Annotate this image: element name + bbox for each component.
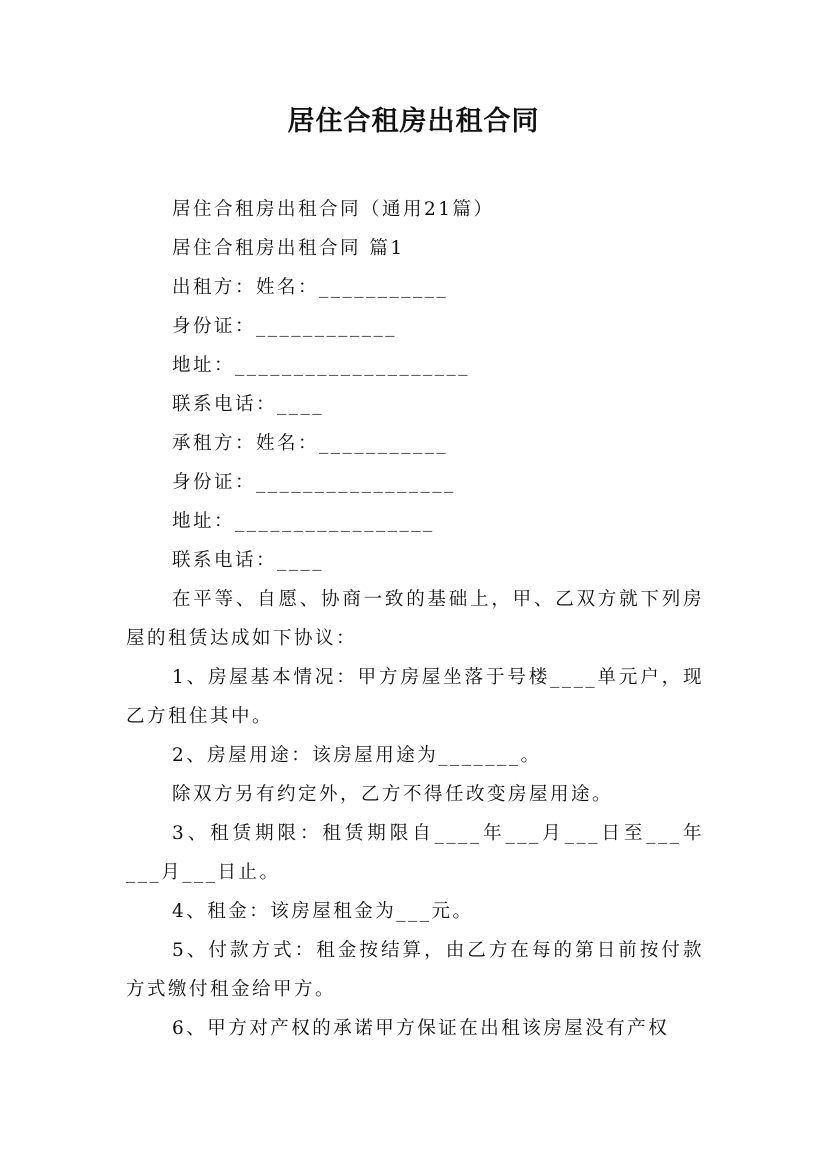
lessor-id-line: 身份证：____________ xyxy=(172,316,398,337)
lessee-id-line: 身份证：_________________ xyxy=(172,472,456,493)
document-body xyxy=(126,190,704,1048)
contract-section-heading: 居住合租房出租合同 篇1 xyxy=(172,238,405,259)
clause-ownership-promise: 6、甲方对产权的承诺甲方保证在出租该房屋没有产权 xyxy=(172,1018,670,1039)
clause-rent: 4、租金：该房屋租金为___元。 xyxy=(172,901,474,922)
clause-house-usage: 2、房屋用途：该房屋用途为_______。 xyxy=(172,745,542,766)
agreement-intro-paragraph: 在平等、自愿、协商一致的基础上，甲、乙双方就下列房屋的租赁达成如下协议： xyxy=(126,589,704,649)
clause-payment-method: 5、付款方式：租金按结算，由乙方在每的第日前按付款方式缴付租金给甲方。 xyxy=(126,940,704,1000)
lessee-address-line: 地址：_________________ xyxy=(172,511,435,532)
clause-usage-restriction: 除双方另有约定外，乙方不得任改变房屋用途。 xyxy=(172,784,614,805)
clause-house-info: 1、房屋基本情况：甲方房屋坐落于号楼____单元户，现乙方租住其中。 xyxy=(126,667,704,727)
lessor-address-line: 地址：____________________ xyxy=(172,355,471,376)
lessor-phone-line: 联系电话：____ xyxy=(172,394,325,415)
lessee-phone-line: 联系电话：____ xyxy=(172,550,325,571)
clause-lease-term: 3、租赁期限：租赁期限自____年___月___日至___年___月___日止。 xyxy=(126,823,704,883)
lessor-name-line: 出租方：姓名：___________ xyxy=(172,277,449,298)
document-title: 居住合租房出租合同 xyxy=(287,106,540,137)
lessee-name-line: 承租方：姓名：___________ xyxy=(172,433,449,454)
contract-heading: 居住合租房出租合同（通用21篇） xyxy=(172,199,495,220)
